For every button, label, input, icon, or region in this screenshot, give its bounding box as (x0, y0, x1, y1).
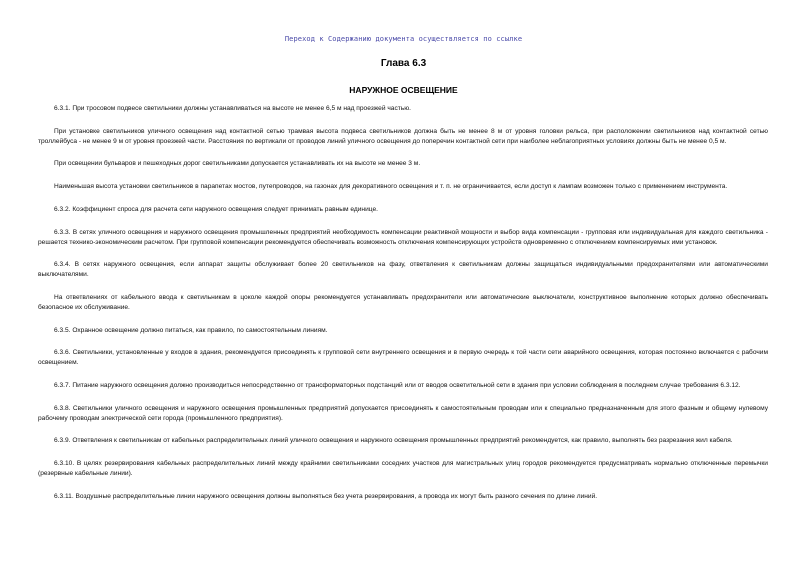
paragraph-6-3-3: 6.3.3. В сетях уличного освещения и наружного освещения промышленных предприятий необходимость компенсации реактивной мощности и выбор вида компенсации - групповая или индивидуальная для каждого светильника - решается технико-экономическим расчетом. При групповой компенсации рекомендуется обеспечивать возможность отключения компенсирующих устройств одновременно с отключением компенсируемых ими установок. (38, 228, 768, 246)
paragraph-6-3-9: 6.3.9. Ответвления к светильникам от кабельных распределительных линий уличного освещения и наружного освещения промышленных предприятий рекомендуется, как правило, выполнять без разрезания жил кабеля. (54, 437, 733, 445)
paragraph-6-3-11: 6.3.11. Воздушные распределительные линии наружного освещения должны выполняться без учета резервирования, а провода их могут быть разного сечения по длине линий. (54, 492, 598, 500)
paragraph-cable-input: На ответвлениях от кабельного ввода к светильникам в цоколе каждой опоры рекомендуется устанавливать предохранители или автоматические выключатели, конструктивное выполнение которых должно обеспечивать безопасное их обслуживание. (38, 293, 768, 311)
paragraph-tram-height: При установке светильников уличного освещения над контактной сетью трамвая высота подвеса светильников должна быть не менее 8 м от уровня головки рельса, при расположении светильников над контактной сетью троллейбуса - не менее 9 м от уровня проезжей части. Расстояния по вертикали от проводов линий уличного освещения до поперечин контактной сети при наиболее неблагоприятных условиях должны быть не менее 0,5 м. (38, 127, 768, 145)
paragraph-min-height: Наименьшая высота установки светильников в парапетах мостов, путепроводов, на газонах для декоративного освещения и т. п. не ограничивается, если доступ к лампам возможен только с применением инструмента. (54, 183, 728, 191)
paragraph-6-3-4: 6.3.4. В сетях наружного освещения, если аппарат защиты обслуживает более 20 светильников на фазу, ответвления к светильникам должны защищаться индивидуальными предохранителями или автоматическими выключателями. (38, 261, 768, 279)
document-body (38, 104, 768, 515)
paragraph-6-3-7: 6.3.7. Питание наружного освещения должно производиться непосредственно от трансформаторных подстанций или от вводов осветительной сети в здания при условии соблюдения в последнем случае требования 6.3.12. (54, 381, 741, 389)
paragraph-6-3-2: 6.3.2. Коэффициент спроса для расчета сети наружного освещения следует принимать равным единице. (54, 205, 378, 213)
section-title: НАРУЖНОЕ ОСВЕЩЕНИЕ (349, 85, 458, 95)
chapter-heading: Глава 6.3 (380, 58, 427, 69)
paragraph-6-3-6: 6.3.6. Светильники, установленные у входов в здания, рекомендуется присоединять к групповой сети внутреннего освещения и в первую очередь к той части сети аварийного освещения, которая постоянно включается с рабочим освещением. (38, 349, 768, 367)
paragraph-6-3-1: 6.3.1. При тросовом подвесе светильники должны устанавливаться на высоте не менее 6,5 м над проезжей частью. (54, 105, 411, 112)
paragraph-6-3-8: 6.3.8. Светильники уличного освещения и наружного освещения промышленных предприятий допускается присоединять к самостоятельным проводам или к специально предназначенным для этого фазным и общему нулевому рабочему проводам электрической сети города (промышленного предприятия). (38, 404, 768, 422)
paragraph-6-3-10: 6.3.10. В целях резервирования кабельных распределительных линий между крайними светильниками соседних участков для магистральных улиц городов рекомендуется предусматривать нормально отключенные перемычки (резервные кабельные линии). (38, 460, 768, 477)
contents-link[interactable]: Переход к Содержанию документа осуществляется по ссылке (284, 35, 523, 43)
paragraph-boulevards: При освещении бульваров и пешеходных дорог светильниками допускается устанавливать их на высоте не менее 3 м. (54, 160, 421, 168)
paragraph-6-3-5: 6.3.5. Охранное освещение должно питаться, как правило, по самостоятельным линиям. (54, 326, 328, 334)
